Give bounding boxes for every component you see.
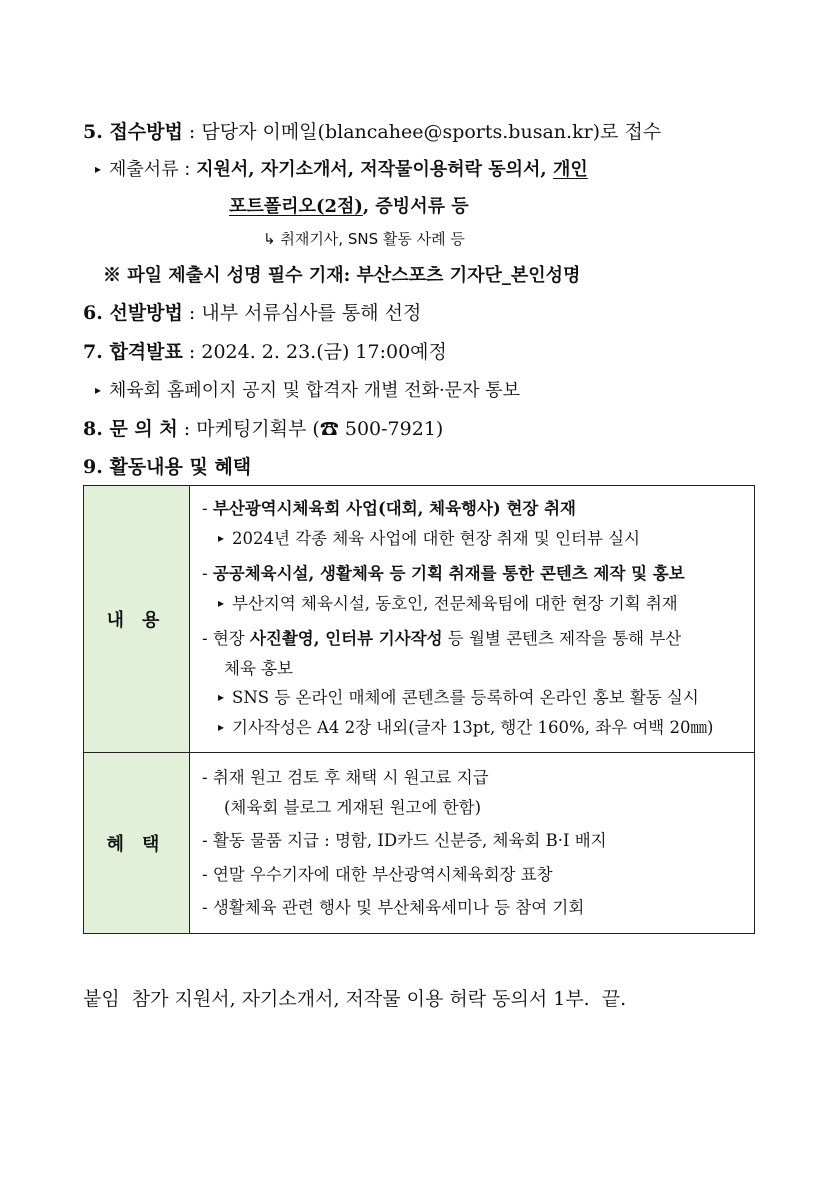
content-item-3-sub-2 [202,713,754,743]
content-item-1-text: 부산광역시체육회 사업(대회, 체육행사) 현장 취재 [212,499,576,518]
attachment-footer: 붙임 참가 지원서, 자기소개서, 저작물 이용 허락 동의서 1부. 끝. [83,988,627,1010]
section-6-text: 내부 서류심사를 통해 선정 [201,302,422,324]
section-7-sep: : [188,341,196,363]
content-item-3-bold: 사진촬영, 인터뷰 기사작성 [249,629,443,648]
submit-docs [95,155,588,181]
content-item-2-sub-text: 부산지역 체육시설, 동호인, 전문체육팀에 대한 현장 기획 취재 [232,593,678,613]
section-5 [83,117,661,144]
benefit-cell [190,753,755,934]
content-item-3-cont: 체육 홍보 [224,658,294,678]
content-item-1-sub-text: 2024년 각종 체육 사업에 대한 현장 취재 및 인터뷰 실시 [232,528,641,548]
section-7-sub-text: 체육회 홈페이지 공지 및 합격자 개별 전화·문자 통보 [109,380,520,401]
content-item-3-sub-1 [202,683,754,713]
content-row [84,486,755,753]
triangle-bullet-icon: ▸ [218,530,225,545]
content-item-2-text: 공공체육시설, 생활체육 등 기획 취재를 통한 콘텐츠 제작 및 홍보 [212,564,685,583]
section-8-text: 마케팅기획부 (☎ 500-7921) [196,418,444,440]
section-8 [83,414,443,441]
section-6-sep: : [188,302,196,324]
submit-docs-text-underlined: 개인 [552,159,588,180]
content-item-3 [202,624,754,654]
section-7-title: 7. 합격발표 [83,341,183,363]
content-item-3-sub-2-text: 기사작성은 A4 2장 내외(글자 13pt, 행간 160%, 좌우 여백 20㎜) [232,717,714,737]
section-6 [83,298,421,325]
content-item-1 [202,494,754,524]
submit-docs-label: 제출서류 : [109,159,191,180]
section-7 [83,337,447,364]
triangle-bullet-icon: ▸ [218,690,225,704]
content-item-2 [202,559,754,589]
content-item-2-sub [202,589,754,619]
benefit-item-1-cont: (체육회 블로그 게재된 원고에 한함) [224,797,481,817]
section-5-sep: : [188,121,196,143]
section-8-sep: : [183,418,191,440]
evidence-docs-text: , 증빙서류 등 [362,196,469,217]
submit-docs-sub: ↳ 취재기사, SNS 활동 사례 등 [263,230,465,248]
triangle-bullet-icon: ▸ [218,719,225,734]
dash: - [202,564,213,583]
content-item-3-prefix: - 현장 [202,629,250,648]
triangle-bullet-icon: ▸ [95,162,102,176]
triangle-bullet-icon: ▸ [95,383,102,397]
portfolio-text: 포트폴리오(2점) [229,196,363,217]
section-9-title: 9. 활동내용 및 혜택 [83,456,252,478]
benefit-item-1: - 취재 원고 검토 후 채택 시 원고료 지급 [202,768,489,787]
content-cell [190,486,755,753]
benefit-header: 혜택 [84,753,190,934]
content-item-3-rest: 등 월별 콘텐츠 제작을 통해 부산 [442,629,682,648]
file-note: ※ 파일 제출시 성명 필수 기재: 부산스포츠 기자단_본인성명 [103,265,581,286]
dash: - [202,499,213,518]
section-5-text: 담당자 이메일(blancahee@sports.busan.kr)로 접수 [201,121,662,143]
section-7-sub [95,376,520,402]
content-item-1-sub [202,524,754,554]
activity-table [83,485,755,934]
benefit-item-4: - 생활체육 관련 행사 및 부산체육세미나 등 참여 기회 [202,898,585,917]
section-6-title: 6. 선발방법 [83,302,183,324]
content-item-3-sub-1-text: SNS 등 온라인 매체에 콘텐츠를 등록하여 온라인 홍보 활동 실시 [232,688,699,707]
benefit-item-3: - 연말 우수기자에 대한 부산광역시체육회장 표창 [202,864,553,884]
content-header: 내용 [84,486,190,753]
section-5-title: 5. 접수방법 [83,121,183,143]
triangle-bullet-icon: ▸ [218,595,225,610]
benefit-row [84,753,755,934]
submit-docs-text: 지원서, 자기소개서, 저작물이용허락 동의서, [196,159,553,180]
benefit-item-2: - 활동 물품 지급 : 명함, ID카드 신분증, 체육회 B·I 배지 [202,831,607,850]
submit-docs-continued [229,192,469,218]
section-8-title: 8. 문 의 처 [83,418,178,440]
section-7-text: 2024. 2. 23.(금) 17:00예정 [201,341,447,363]
